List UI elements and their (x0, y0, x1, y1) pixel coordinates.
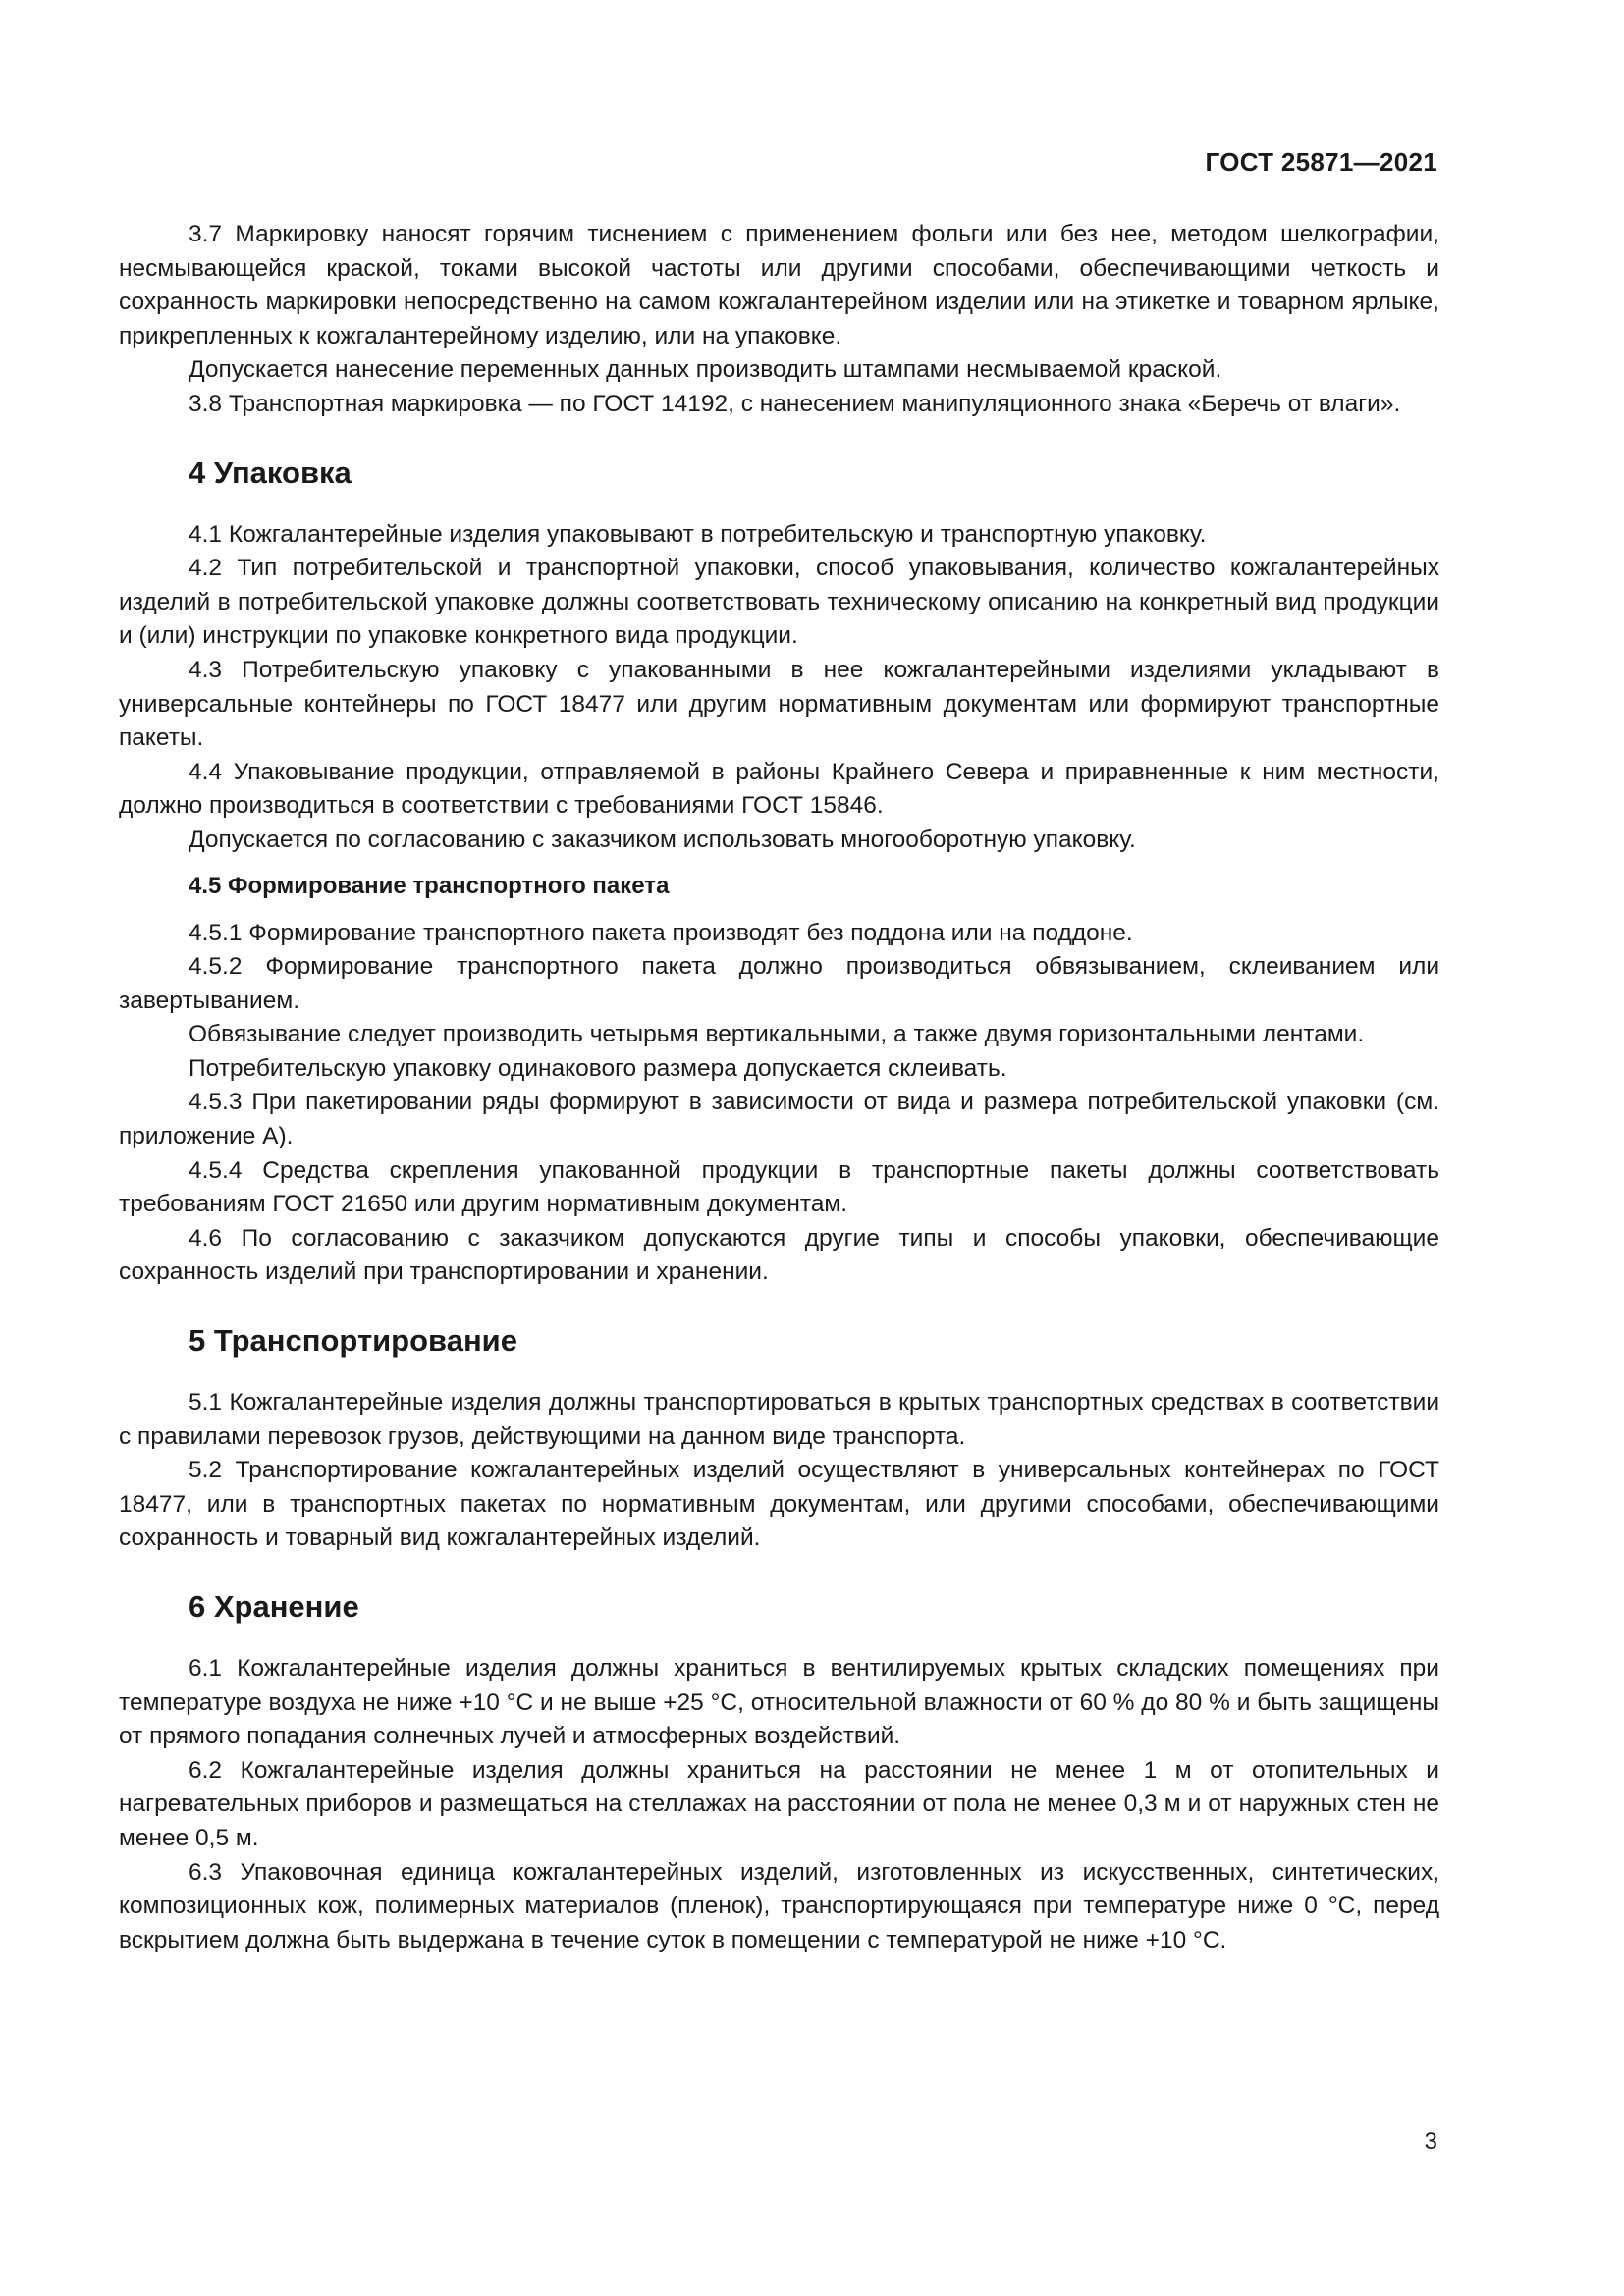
paragraph-6-3: 6.3 Упаковочная единица кожгалантерейных изделий, изготовленных из искусственных, синтетических, композиционных кож, полимерных материалов (пленок), транспортирующаяся при температуре ниже 0 °С, перед вскрытием должна быть выдержана в течение суток в помещении с температурой не ниже +10 °С. (119, 1858, 1439, 1953)
paragraph-3-8: 3.8 Транспортная маркировка — по ГОСТ 14192, с нанесением манипуляционного знака «Беречь от влаги». (189, 390, 1401, 417)
paragraph-4-6: 4.6 По согласованию с заказчиком допускаются другие типы и способы упаковки, обеспечивающие сохранность изделий при транспортировании и хранении. (119, 1224, 1439, 1286)
paragraph-4-4: 4.4 Упаковывание продукции, отправляемой в районы Крайнего Севера и приравненные к ним местности, должно производиться в соответствии с требованиями ГОСТ 15846. (119, 758, 1439, 820)
paragraph-4-2: 4.2 Тип потребительской и транспортной упаковки, способ упаковывания, количество кожгалантерейных изделий в потребительской упаковке должны соответствовать техническому описанию на конкретный вид продукции и (или) инструкции по упаковке конкретного вида продукции. (119, 555, 1439, 650)
page-number: 3 (1424, 2128, 1437, 2155)
paragraph-3-7: 3.7 Маркировку наносят горячим тиснением с применением фольги или без нее, методом шелкографии, несмывающейся краской, токами высокой частоты или другими способами, обеспечивающими четкость и сохранность маркировки непосредственно на самом кожгалантерейном изделии или на этикетке и товарном ярлыке, прикрепленных к кожгалантерейному изделию, или на упаковке. (119, 221, 1439, 349)
paragraph-4-5-2-continuation-1: Обвязывание следует производить четырьмя вертикальными, а также двумя горизонтальными лентами. (189, 1021, 1365, 1048)
paragraph-6-1: 6.1 Кожгалантерейные изделия должны храниться в вентилируемых крытых складских помещениях при температуре воздуха не ниже +10 °С и не выше +25 °С, относительной влажности от 60 % до 80 % и быть защищены от прямого попадания солнечных лучей и атмосферных воздействий. (119, 1655, 1439, 1750)
paragraph-4-3: 4.3 Потребительскую упаковку с упакованными в нее кожгалантерейными изделиями укладывают в универсальные контейнеры по ГОСТ 18477 или другим нормативным документам или формируют транспортные пакеты. (119, 656, 1439, 752)
paragraph-4-5-4: 4.5.4 Средства скрепления упакованной продукции в транспортные пакеты должны соответствовать требованиям ГОСТ 21650 или другим нормативным документам. (119, 1156, 1439, 1218)
paragraph-4-5-1: 4.5.1 Формирование транспортного пакета производят без поддона или на поддоне. (189, 919, 1133, 946)
paragraph-4-4-continuation: Допускается по согласованию с заказчиком использовать многооборотную упаковку. (189, 826, 1136, 853)
paragraph-3-7-continuation: Допускается нанесение переменных данных производить штампами несмываемой краской. (189, 356, 1222, 384)
document-body (119, 218, 1439, 1957)
paragraph-5-2: 5.2 Транспортирование кожгалантерейных изделий осуществляют в универсальных контейнерах по ГОСТ 18477, или в транспортных пакетах по нормативным документам, или другими способами, обеспечивающими сохранность и товарный вид кожгалантерейных изделий. (119, 1457, 1439, 1552)
paragraph-4-1: 4.1 Кожгалантерейные изделия упаковывают в потребительскую и транспортную упаковку. (189, 520, 1207, 548)
paragraph-4-5-2: 4.5.2 Формирование транспортного пакета должно производиться обвязыванием, склеиванием или завертыванием. (119, 953, 1439, 1014)
section-4-heading: 4 Упаковка (189, 454, 352, 490)
section-5-heading: 5 Транспортирование (189, 1323, 517, 1359)
paragraph-4-5-3: 4.5.3 При пакетировании ряды формируют в зависимости от вида и размера потребительской упаковки (см. приложение А). (119, 1089, 1439, 1150)
paragraph-4-5-2-continuation-2: Потребительскую упаковку одинакового размера допускается склеивать. (189, 1054, 1007, 1082)
section-6-heading: 6 Хранение (189, 1589, 359, 1624)
subsection-4-5-heading: 4.5 Формирование транспортного пакета (189, 872, 670, 899)
paragraph-5-1: 5.1 Кожгалантерейные изделия должны транспортироваться в крытых транспортных средствах в соответствии с правилами перевозок грузов, действующими на данном виде транспорта. (119, 1389, 1439, 1450)
paragraph-6-2: 6.2 Кожгалантерейные изделия должны храниться на расстоянии не менее 1 м от отопительных и нагревательных приборов и размещаться на стеллажах на расстоянии от пола не менее 0,3 м и от наружных стен не менее 0,5 м. (119, 1756, 1439, 1851)
standard-code: ГОСТ 25871—2021 (1205, 147, 1437, 177)
